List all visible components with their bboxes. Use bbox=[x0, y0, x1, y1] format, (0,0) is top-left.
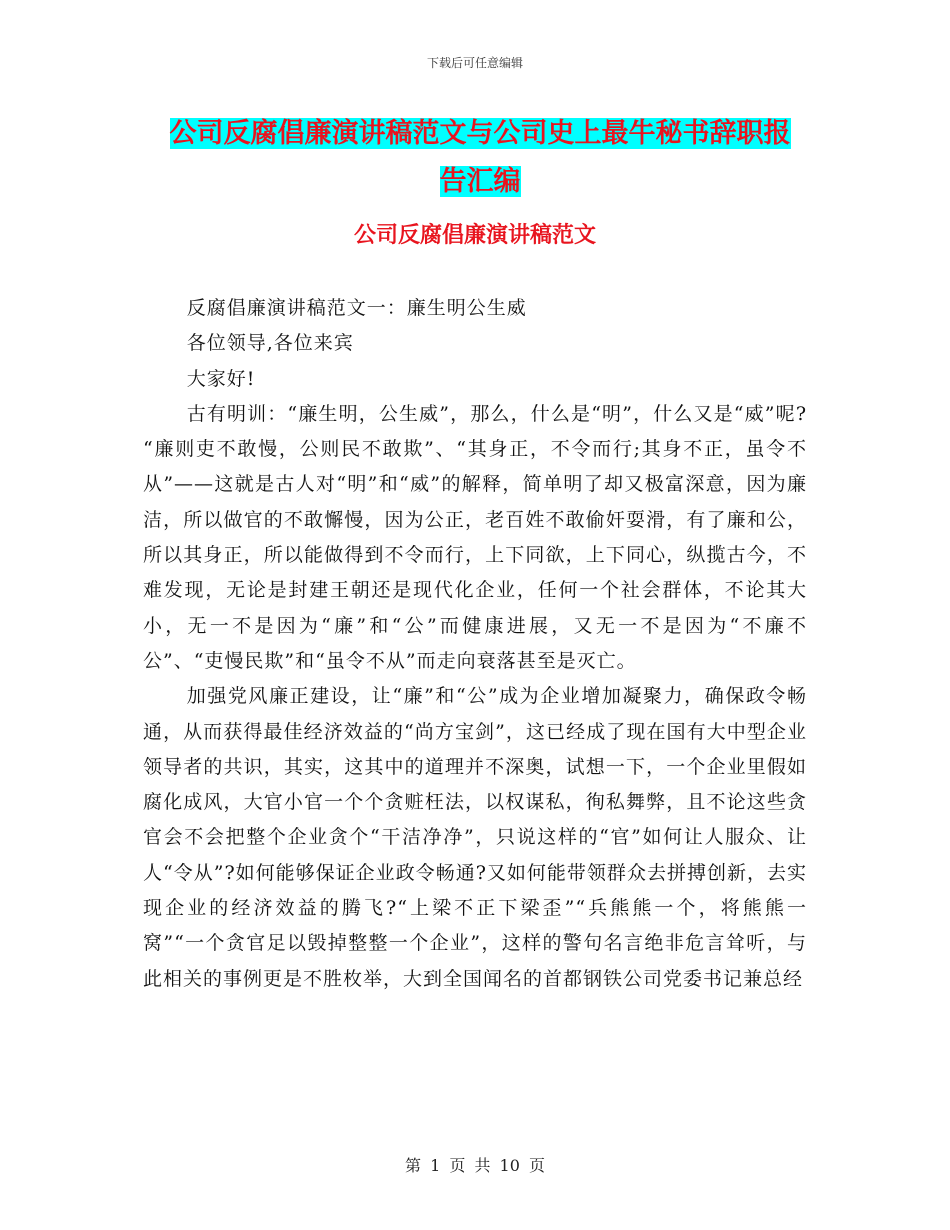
section-title: 公司反腐倡廉演讲稿范文 bbox=[353, 223, 596, 248]
paragraph: 加强党风廉正建设，让“廉”和“公”成为企业增加凝聚力，确保政令畅通，从而获得最佳经济效益的“尚方宝剑”，这已经成了现在国有大中型企业领导者的共识，其实，这其中的道理并不深奥，试想一下，一个企业里假如腐化成风，大官小官一个个贪赃枉法，以权谋私，徇私舞弊，且不论这些贪官会不会把整个企业贪个“干洁净净”，只说这样的“官”如何让人服众、让人“令从”?如何能够保证企业政令畅通?又如何能带领群众去拼搏创新，去实现企业的经济效益的腾飞?“上梁不正下梁歪”“兵熊熊一个，将熊熊一窝”“一个贪官足以毁掉整整一个企业”，这样的警句名言绝非危言耸听，与此相关的事例更是不胜枚举，大到全国闻名的首都钢铁公司党委书记兼总经 bbox=[143, 685, 807, 990]
paragraph: 大家好! bbox=[186, 367, 256, 390]
paragraph: 古有明训：“廉生明，公生威”，那么，什么是“明”，什么又是“威”呢? “廉则吏不敢慢，公则民不敢欺”、“其身正，不令而行;其身不正，虽令不从”——这就是古人对“明”和“威”的解释，简单明了却又极富深意，因为廉洁，所以做官的不敢懈慢，因为公正，老百姓不敢偷奸耍滑，有了廉和公，所以其身正，所以能做得到不令而行，上下同欲，上下同心，纵揽古今，不难发现，无论是封建王朝还是现代化企业，任何一个社会群体，不论其大小，无一不是因为“廉”和“公”而健康进展，又无一不是因为“不廉不公”、“吏慢民欺”和“虽令不从”而走向衰落甚至是灭亡。 bbox=[143, 402, 807, 672]
body-text bbox=[143, 291, 807, 997]
header-note: 下载后可任意编辑 bbox=[426, 56, 523, 70]
paragraph: 各位领导,各位来宾 bbox=[186, 332, 354, 355]
paragraph: 反腐倡廉演讲稿范文一：廉生明公生威 bbox=[186, 297, 527, 319]
document-title bbox=[140, 110, 820, 206]
document-title-line-2: 告汇编 bbox=[439, 166, 521, 197]
document-title-line-1: 公司反腐倡廉演讲稿范文与公司史上最牛秘书辞职报 bbox=[169, 118, 791, 149]
page-footer: 第 1 页 共 10 页 bbox=[405, 1156, 545, 1175]
